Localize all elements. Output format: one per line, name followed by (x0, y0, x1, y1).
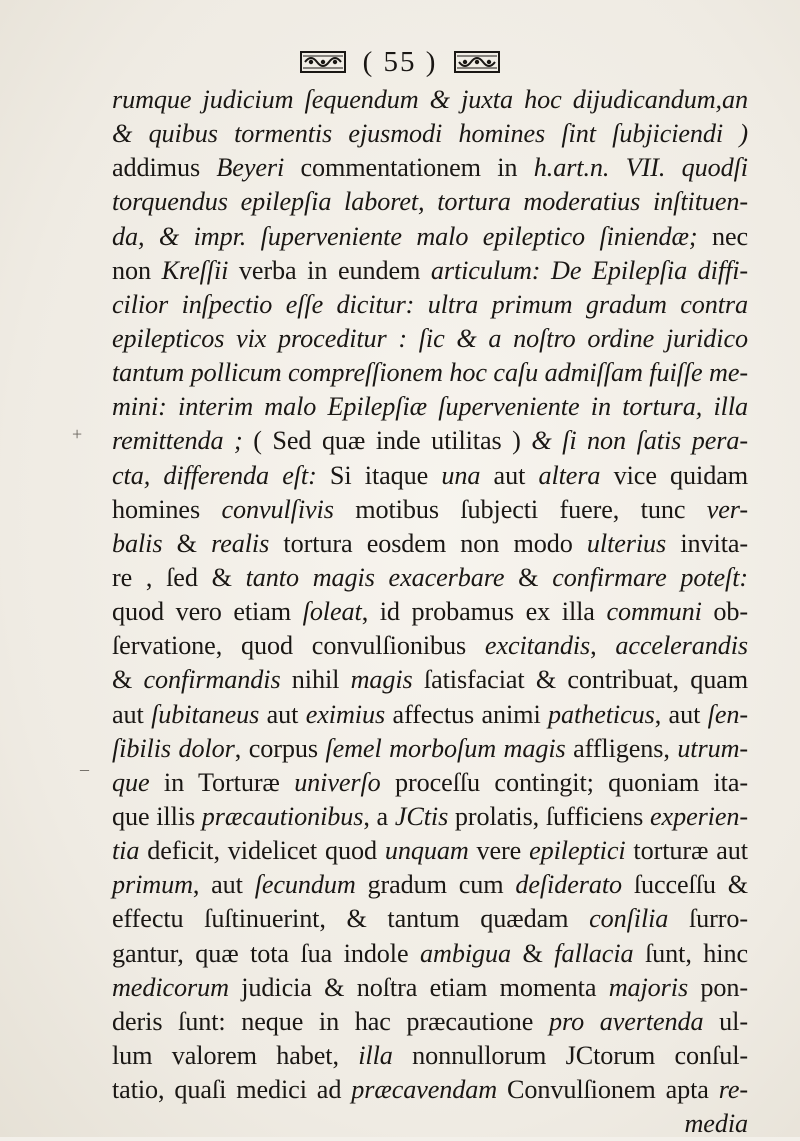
text-line (112, 1107, 748, 1141)
italic-segment: altera (538, 460, 601, 490)
italic-segment: deſiderato (515, 870, 622, 900)
text-line (112, 1005, 748, 1039)
italic-segment: balis (112, 528, 163, 558)
text-line (112, 356, 748, 390)
text-line (112, 527, 748, 561)
roman-segment: , aut (654, 699, 708, 729)
italic-segment: Beyeri (216, 153, 285, 183)
roman-segment: , id probamus ex illa (361, 597, 607, 627)
italic-segment: experien- (650, 801, 748, 831)
roman-segment: deficit, videlicet quod (139, 836, 385, 866)
roman-segment: ul- (703, 1006, 748, 1036)
italic-segment: da, & impr. ſuperveniente malo epileptico ſiniendæ; (112, 221, 698, 251)
roman-segment: & (162, 528, 212, 558)
roman-segment: prolatis, ſufficiens (448, 801, 651, 831)
roman-segment: pon- (688, 972, 748, 1002)
italic-segment: re- (718, 1075, 748, 1105)
italic-segment: h.art.n. VII. quodſi (533, 153, 748, 183)
roman-segment: aut (259, 699, 306, 729)
roman-segment: motibus ſubjecti fuere, tunc (333, 494, 707, 524)
roman-segment: tortura eosdem non modo (269, 528, 587, 558)
italic-segment: unquam (384, 836, 469, 866)
italic-segment: univerſo (294, 767, 381, 797)
text-line (112, 117, 748, 151)
roman-segment: homines (112, 494, 222, 524)
roman-segment: & (112, 665, 144, 695)
text-line (112, 902, 748, 936)
italic-segment: ver- (706, 494, 748, 524)
roman-segment: nonnullorum JCtorum conſul- (392, 1040, 748, 1070)
roman-segment: , a (363, 801, 395, 831)
italic-segment: tia (112, 836, 140, 866)
text-line (112, 424, 748, 458)
italic-segment: ulterius (586, 528, 667, 558)
roman-segment: commentationem in (284, 153, 534, 183)
roman-segment: aut (480, 460, 539, 490)
roman-segment: Convulſionem apta (497, 1075, 719, 1105)
roman-segment: ob- (701, 597, 748, 627)
text-line (112, 663, 748, 697)
italic-segment: ambigua (420, 938, 511, 968)
text-line (112, 937, 748, 971)
roman-segment: ( Sed quæ inde utilitas ) (242, 426, 532, 456)
page-header (0, 42, 800, 82)
italic-segment: torquendus epilepſia laboret, tortura moderatius inſtituen- (112, 187, 748, 217)
text-line (112, 459, 748, 493)
roman-segment: & (510, 938, 555, 968)
roman-segment: ſurro- (668, 904, 749, 934)
text-line (112, 800, 748, 834)
italic-segment: ſen- (707, 699, 748, 729)
text-line (112, 1039, 748, 1073)
italic-segment: articulum: De Epilepſia diffi- (430, 255, 748, 285)
roman-segment: non (112, 255, 162, 285)
italic-segment: ſubitaneus (151, 699, 260, 729)
text-line (112, 1073, 748, 1107)
roman-segment: que illis (112, 801, 202, 831)
margin-mark: – (80, 759, 89, 779)
italic-segment: tantum pollicum compreſſionem hoc caſu admiſſam fuiſſe me- (112, 358, 748, 388)
roman-segment: invita- (666, 528, 749, 558)
roman-segment: deris ſunt: neque in hac præcautione (112, 1006, 549, 1036)
italic-segment: ſibilis dolor (112, 733, 235, 763)
text-line (112, 83, 748, 117)
roman-segment: , (590, 631, 616, 661)
roman-segment: aut (112, 699, 152, 729)
italic-segment: conſilia (589, 904, 669, 934)
roman-segment: torturæ aut (625, 836, 748, 866)
roman-segment: ſatisfaciat & contribuat, quam (412, 665, 748, 695)
roman-segment: vere (468, 836, 530, 866)
italic-segment: præcavendam (351, 1075, 498, 1105)
italic-segment: Kreſſii (161, 255, 229, 285)
roman-segment: gantur, quæ tota ſua indole (112, 938, 421, 968)
roman-segment: tatio, quaſi medici ad (112, 1075, 352, 1105)
text-line (112, 766, 748, 800)
text-line (112, 185, 748, 219)
roman-segment: re , ſed & (112, 562, 246, 592)
italic-segment: epileptici (529, 836, 626, 866)
roman-segment: , corpus (234, 733, 326, 763)
italic-segment: ſecundum (254, 870, 356, 900)
italic-segment: illa (358, 1040, 393, 1070)
italic-segment: cilior inſpectio eſſe dicitur: ultra primum gradum contra (112, 289, 748, 319)
roman-segment: verba in eundem (228, 255, 431, 285)
italic-segment: confirmare poteſt: (552, 562, 749, 592)
text-line (112, 561, 748, 595)
roman-segment: addimus (112, 153, 217, 183)
roman-segment: nec (697, 221, 748, 251)
italic-segment: convulſivis (221, 494, 334, 524)
text-line (112, 629, 748, 663)
roman-segment: & (504, 562, 553, 592)
roman-segment: gradum cum (355, 870, 516, 900)
text-line (112, 254, 748, 288)
text-line (112, 288, 748, 322)
roman-segment: , aut (192, 870, 255, 900)
italic-segment: pro avertenda (548, 1006, 704, 1036)
italic-segment: remittenda ; (112, 426, 243, 456)
italic-segment: & ſi non ſatis pera- (531, 426, 748, 456)
italic-segment: epilepticos vix proceditur : ſic & a noſtro ordine juridico (112, 323, 748, 353)
body-text (112, 83, 748, 1141)
roman-segment: proceſſu contingit; quoniam ita- (380, 767, 748, 797)
italic-segment: utrum- (677, 733, 748, 763)
italic-segment: majoris (608, 972, 689, 1002)
text-line (112, 595, 748, 629)
italic-segment: que (112, 767, 150, 797)
italic-segment: ſoleat (302, 597, 362, 627)
italic-segment: media (684, 1109, 748, 1139)
roman-segment: effectu ſuſtinuerint, & tantum quædam (112, 904, 590, 934)
text-line (112, 834, 748, 868)
text-line (112, 698, 748, 732)
roman-segment: in Torturæ (149, 767, 295, 797)
italic-segment: una (441, 460, 481, 490)
text-line (112, 322, 748, 356)
text-line (112, 971, 748, 1005)
ornament-right-icon (453, 49, 501, 75)
roman-segment: lum valorem habet, (112, 1040, 359, 1070)
roman-segment: affligens, (565, 733, 678, 763)
italic-segment: excitandis (484, 631, 591, 661)
ornament-left-icon (299, 49, 347, 75)
roman-segment: affectus animi (385, 699, 549, 729)
italic-segment: confirmandis (143, 665, 281, 695)
italic-segment: magis (350, 665, 413, 695)
italic-segment: cta, differenda eſt: (112, 460, 317, 490)
italic-segment: eximius (305, 699, 386, 729)
roman-segment: Si itaque (316, 460, 442, 490)
margin-mark: + (72, 424, 83, 444)
italic-segment: præcautionibus (201, 801, 364, 831)
italic-segment: rumque judicium ſequendum & juxta hoc dijudicandum,an (112, 85, 748, 114)
roman-segment: vice quidam (600, 460, 748, 490)
italic-segment: patheticus (548, 699, 655, 729)
roman-segment: ſucceſſu & (622, 870, 748, 900)
italic-segment: accelerandis (615, 631, 748, 661)
page-number: ( 55 ) (362, 45, 438, 78)
italic-segment: primum (112, 870, 193, 900)
italic-segment: mini: interim malo Epilepſiæ ſuperveniente in tortura, illa (112, 392, 748, 422)
italic-segment: fallacia (554, 938, 634, 968)
text-line (112, 493, 748, 527)
italic-segment: communi (606, 597, 702, 627)
roman-segment: quod vero etiam (112, 597, 303, 627)
italic-segment: ſemel morboſum magis (325, 733, 566, 763)
text-line (112, 390, 748, 424)
roman-segment: ſervatione, quod convulſionibus (112, 631, 485, 661)
roman-segment: ſunt, hinc (633, 938, 748, 968)
italic-segment: & quibus tormentis ejusmodi homines ſint ſubjiciendi ) (112, 119, 748, 149)
italic-segment: medicorum (112, 972, 229, 1002)
italic-segment: JCtis (394, 801, 449, 831)
text-line (112, 220, 748, 254)
italic-segment: realis (211, 528, 270, 558)
text-line (112, 151, 748, 185)
text-line (112, 868, 748, 902)
roman-segment: judicia & noſtra etiam momenta (228, 972, 609, 1002)
italic-segment: tanto magis exacerbare (245, 562, 505, 592)
roman-segment: nihil (280, 665, 351, 695)
text-line (112, 732, 748, 766)
